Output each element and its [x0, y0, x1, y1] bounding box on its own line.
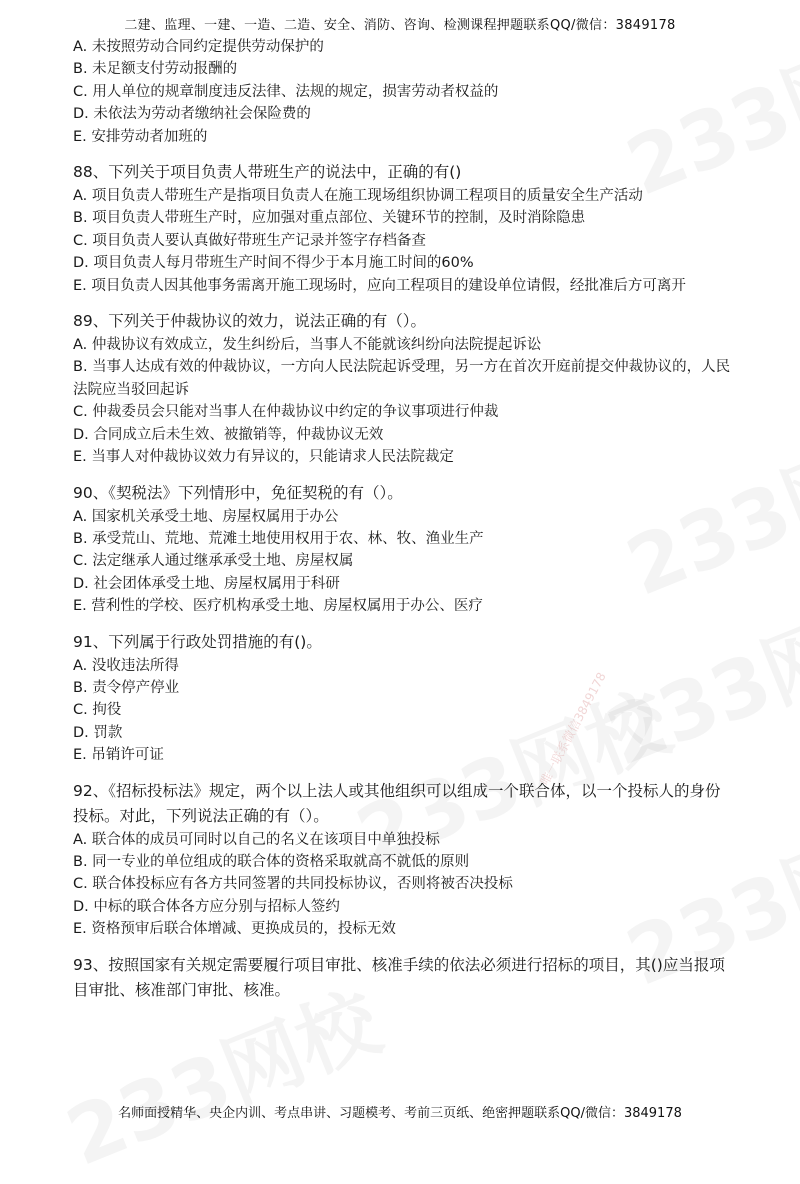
- question-90: [73, 481, 733, 618]
- question-stem: 88、下列关于项目负责人带班生产的说法中，正确的有(): [73, 163, 462, 182]
- option-b: B. 未足额支付劳动报酬的: [73, 61, 238, 78]
- question-stem: 92、《招标投标法》规定，两个以上法人或其他组织可以组成一个联合体，以一个投标人的身份投标。对此，下列说法正确的有（）。: [73, 781, 721, 825]
- option-c: C. 仲裁委员会只能对当事人在仲裁协议中约定的争议事项进行仲裁: [73, 404, 499, 421]
- page-header: 二建、监理、一建、一造、二造、安全、消防、咨询、检测课程押题联系QQ/微信：3849178: [124, 18, 676, 33]
- question-91: [73, 630, 733, 767]
- option-e: E. 吊销许可证: [73, 747, 164, 764]
- question-88: [73, 160, 733, 297]
- option-d: D. 罚款: [73, 724, 123, 741]
- question-89: [73, 309, 733, 468]
- option-c: C. 联合体投标应有各方共同签署的共同投标协议，否则将被否决投标: [73, 876, 513, 893]
- option-a: A. 国家机关承受土地、房屋权属用于办公: [73, 508, 339, 525]
- watermark-logo: [57, 982, 390, 1179]
- option-a: A. 没收违法所得: [73, 657, 179, 674]
- option-e: E. 营利性的学校、医疗机构承受土地、房屋权属用于办公、医疗: [73, 598, 483, 615]
- side-watermark: 唯一联系微信3849178: [537, 670, 609, 788]
- option-c: C. 用人单位的规章制度违反法律、法规的规定，损害劳动者权益的: [73, 83, 499, 100]
- option-e: E. 安排劳动者加班的: [73, 128, 208, 145]
- option-d: D. 合同成立后未生效、被撤销等，仲裁协议无效: [73, 426, 384, 443]
- question-stem: 91、下列属于行政处罚措施的有()。: [73, 632, 322, 651]
- option-e: E. 当事人对仲裁协议效力有异议的，只能请求人民法院裁定: [73, 449, 454, 466]
- question-93: [73, 953, 733, 1003]
- option-b: B. 当事人达成有效的仲裁协议，一方向人民法院起诉受理，另一方在首次开庭前提交仲裁协议的，人民法院应当驳回起诉: [73, 359, 731, 398]
- option-a: A. 仲裁协议有效成立，发生纠纷后，当事人不能就该纠纷向法院提起诉讼: [73, 337, 542, 354]
- option-c: C. 拘役: [73, 702, 122, 719]
- option-d: D. 社会团体承受土地、房屋权属用于科研: [73, 575, 340, 592]
- option-a: A. 未按照劳动合同约定提供劳动保护的: [73, 39, 324, 55]
- question-92: [73, 779, 733, 941]
- question-stem: 93、按照国家有关规定需要履行项目审批、核准手续的依法必须进行招标的项目，其()应当报项目审批、核准部门审批、核准。: [73, 955, 725, 999]
- option-d: D. 项目负责人每月带班生产时间不得少于本月施工时间的60%: [73, 255, 474, 272]
- question-stem: 89、下列关于仲裁协议的效力，说法正确的有（）。: [73, 312, 426, 331]
- option-c: C. 项目负责人要认真做好带班生产记录并签字存档备查: [73, 232, 426, 249]
- option-e: E. 资格预审后联合体增减、更换成员的，投标无效: [73, 921, 396, 938]
- page-footer: 名师面授精华、央企内训、考点串讲、习题模考、考前三页纸、绝密押题联系QQ/微信：3849178: [118, 1106, 682, 1121]
- option-d: D. 未依法为劳动者缴纳社会保险费的: [73, 106, 311, 123]
- option-b: B. 同一专业的单位组成的联合体的资格采取就高不就低的原则: [73, 853, 470, 870]
- option-c: C. 法定继承人通过继承承受土地、房屋权属: [73, 553, 354, 570]
- option-b: B. 责令停产停业: [73, 679, 180, 696]
- question-list: [73, 36, 733, 1003]
- option-d: D. 中标的联合体各方应分别与招标人签约: [73, 898, 340, 915]
- option-a: A. 项目负责人带班生产是指项目负责人在施工现场组织协调工程项目的质量安全生产活动: [73, 188, 643, 205]
- option-a: A. 联合体的成员可同时以自己的名义在该项目中单独投标: [73, 831, 440, 848]
- option-b: B. 项目负责人带班生产时，应加强对重点部位、关键环节的控制，及时消除隐患: [73, 210, 586, 227]
- option-e: E. 项目负责人因其他事务需离开施工现场时，应向工程项目的建设单位请假，经批准后方可离开: [73, 277, 686, 294]
- question-87-tail: [73, 36, 733, 148]
- question-stem: 90、《契税法》下列情形中，免征契税的有（）。: [73, 483, 403, 502]
- option-b: B. 承受荒山、荒地、荒滩土地使用权用于农、林、牧、渔业生产: [73, 530, 484, 547]
